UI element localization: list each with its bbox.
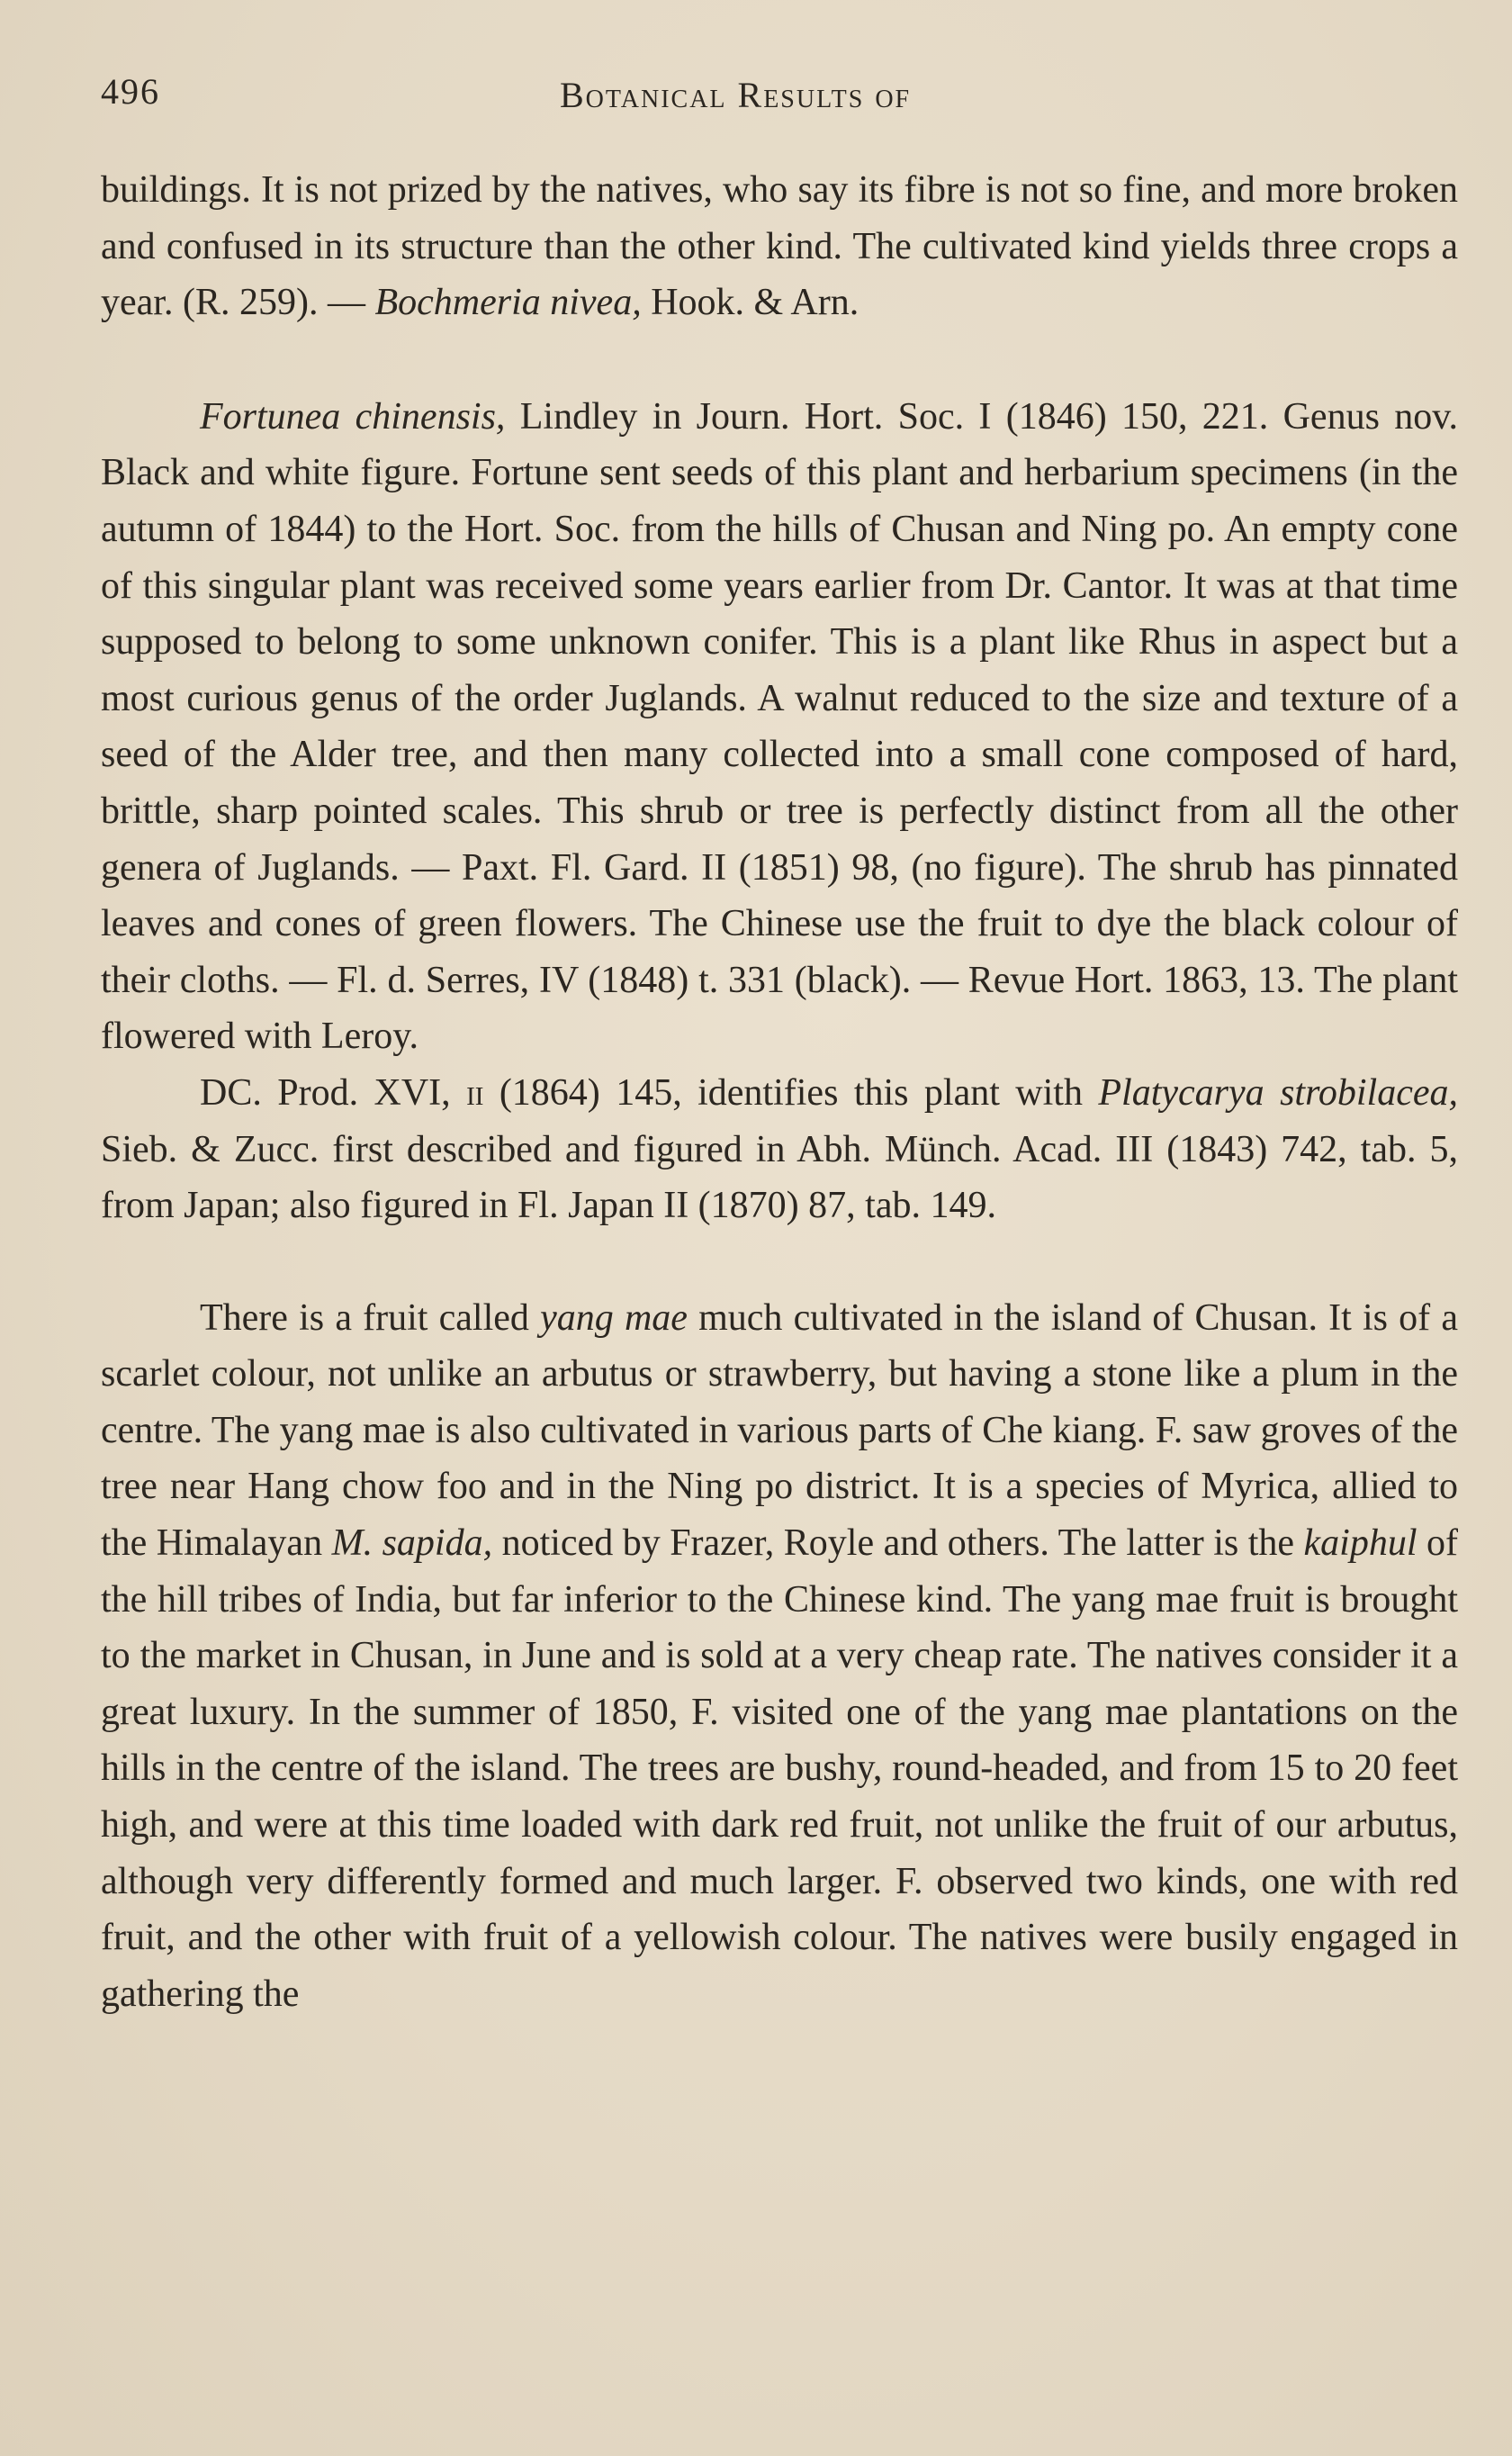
paragraph-fortunea [101,389,1458,1065]
small-caps-numeral: ii [466,1071,484,1114]
species-name: M. sapida, [331,1522,493,1565]
paragraph-text: (1864) 145, identifies this plant with [483,1071,1099,1114]
running-head: Botanical Results of [560,75,912,115]
paragraph-text: noticed by Frazer, Royle and others. The latter is the [492,1522,1304,1565]
species-name: Fortunea chinensis, [200,395,506,438]
paragraph-text: Sieb. & Zucc. first described and figured in Abh. Münch. Acad. III (1843) 742, tab. 5, from Japan; also figured in Fl. Japan II (1870) 87, tab. 149. [101,1128,1458,1227]
paragraph-gap [101,331,1458,389]
paragraph-gap [101,1234,1458,1290]
page-body [101,162,1458,2022]
plant-name: kaiphul [1303,1522,1418,1565]
page-number: 496 [101,71,160,112]
paragraph-text: of the hill tribes of India, but far inferior to the Chinese kind. The yang mae fruit is brought to the market in Chusan, in June and is sold at a very cheap rate. The natives consider it a great luxury. In the summer of 1850, F. visited one of the yang mae plantations on the hills in the centre of the island. The trees are bushy, round-headed, and from 15 to 20 feet high, and were at this time loaded with dark red fruit, not unlike the fruit of our arbutus, although very differently formed and much larger. F. observed two kinds, one with red fruit, and the other with fruit of a yellowish colour. The natives were busily engaged in gathering the [101,1522,1459,2015]
paragraph-text: There is a fruit called [200,1296,541,1339]
species-name: Platycarya strobilacea, [1098,1071,1459,1114]
paragraph-text: DC. Prod. XVI, [200,1071,467,1114]
species-name: Bochmeria nivea, [374,282,642,324]
paragraph-boehmeria [101,162,1458,331]
paragraph-yang-mae [101,1290,1458,2023]
paragraph-platycarya [101,1065,1458,1234]
paragraph-text: buildings. It is not prized by the natives, who say its fibre is not so fine, and more broken and confused in its structure than the other kind. The cultivated kind yields three crops a year. (R. 259). — [101,169,1458,324]
page-header [101,70,1458,124]
paragraph-text: Lindley in Journ. Hort. Soc. I (1846) 150, 221. Genus nov. Black and white figure. Fortune sent seeds of this plant and herbarium specimens (in the autumn of 1844) to the Hort. Soc. from the hills of Chusan and Ning po. An empty cone of this singular plant was received some years earlier from Dr. Cantor. It was at that time supposed to belong to some unknown conifer. This is a plant like Rhus in aspect but a most curious genus of the order Juglands. A walnut reduced to the size and texture of a seed of the Alder tree, and then many collected into a small cone composed of hard, brittle, sharp pointed scales. This shrub or tree is perfectly distinct from all the other genera of Juglands. — Paxt. Fl. Gard. II (1851) 98, (no figure). The shrub has pinnated leaves and cones of green flowers. The Chinese use the fruit to dye the black colour of their cloths. — Fl. d. Serres, IV (1848) t. 331 (black). — Revue Hort. 1863, 13. The plant flowered with Leroy. [101,395,1459,1058]
plant-name: yang mae [540,1296,688,1339]
paragraph-text: Hook. & Arn. [641,282,860,324]
paragraph-text: much cultivated in the island of Chusan. It is of a scarlet colour, not unlike an arbutus or strawberry, but having a stone like a plum in the centre. The yang mae is also cultivated in various parts of Che kiang. F. saw groves of the tree near Hang chow foo and in the Ning po district. It is a species of Myrica, allied to the Himalayan [101,1296,1459,1565]
